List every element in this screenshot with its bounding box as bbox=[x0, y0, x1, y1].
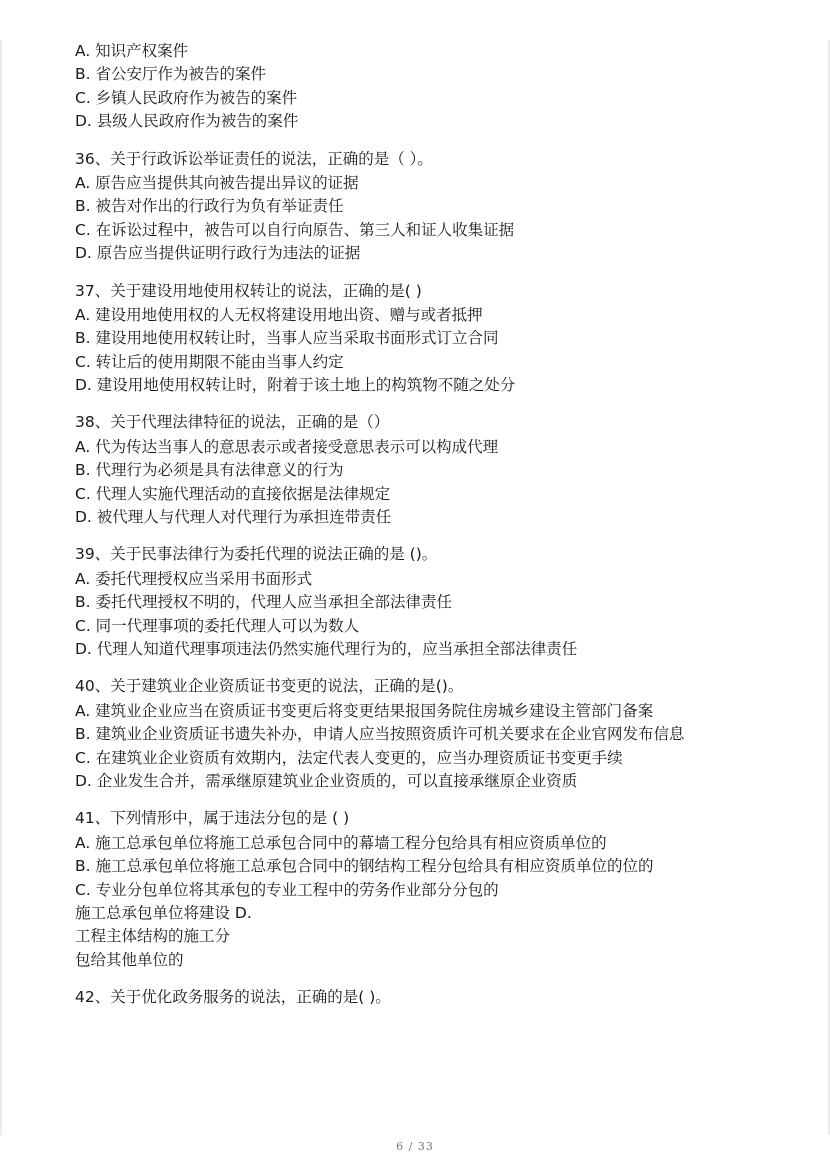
option-line: A. 原告应当提供其向被告提出异议的证据 bbox=[75, 173, 359, 192]
option-line: 工程主体结构的施工分 bbox=[75, 927, 231, 946]
option-line: B. 施工总承包单位将施工总承包合同中的钢结构工程分包给具有相应资质单位的位的 bbox=[75, 857, 654, 876]
question-title: 40、关于建筑业企业资质证书变更的说法，正确的是()。 bbox=[75, 677, 464, 696]
question-title: 41、下列情形中，属于违法分包的是 ( ) bbox=[75, 809, 350, 828]
option-line: B. 被告对作出的行政行为负有举证责任 bbox=[75, 197, 344, 216]
option-line: A. 建设用地使用权的人无权将建设用地出资、赠与或者抵押 bbox=[75, 305, 483, 324]
option-line: A. 委托代理授权应当采用书面形式 bbox=[75, 569, 313, 588]
question-42 bbox=[75, 986, 815, 1009]
option-line: C. 代理人实施代理活动的直接依据是法律规定 bbox=[75, 484, 391, 503]
question-41 bbox=[75, 807, 815, 972]
page-border-left bbox=[0, 40, 2, 1135]
option-line: A. 建筑业企业应当在资质证书变更后将变更结果报国务院住房城乡建设主管部门备案 bbox=[75, 701, 654, 720]
question-title: 38、关于代理法律特征的说法，正确的是（） bbox=[75, 413, 390, 432]
option-line: D. 被代理人与代理人对代理行为承担连带责任 bbox=[75, 508, 392, 527]
option-line: C. 在诉讼过程中，被告可以自行向原告、第三人和证人收集证据 bbox=[75, 220, 515, 239]
option-line: B. 省公安厅作为被告的案件 bbox=[75, 65, 266, 84]
question-title: 39、关于民事法律行为委托代理的说法正确的是 ()。 bbox=[75, 545, 438, 564]
question-38 bbox=[75, 411, 815, 529]
option-line: D. 建设用地使用权转让时，附着于该土地上的构筑物不随之处分 bbox=[75, 376, 516, 395]
option-line: 施工总承包单位将建设 D. bbox=[75, 903, 252, 922]
question-title: 37、关于建设用地使用权转让的说法，正确的是( ) bbox=[75, 281, 422, 300]
question-39 bbox=[75, 543, 815, 661]
option-line: D. 原告应当提供证明行政行为违法的证据 bbox=[75, 244, 361, 263]
option-line: A. 代为传达当事人的意思表示或者接受意思表示可以构成代理 bbox=[75, 437, 499, 456]
question-title: 42、关于优化政务服务的说法，正确的是( )。 bbox=[75, 988, 391, 1007]
option-line: D. 县级人民政府作为被告的案件 bbox=[75, 112, 299, 131]
option-line: C. 乡镇人民政府作为被告的案件 bbox=[75, 88, 298, 107]
option-line: C. 转让后的使用期限不能由当事人约定 bbox=[75, 352, 344, 371]
option-line: A. 知识产权案件 bbox=[75, 42, 189, 60]
option-line: 包给其他单位的 bbox=[75, 950, 184, 969]
option-line: D. 代理人知道代理事项违法仍然实施代理行为的，应当承担全部法律责任 bbox=[75, 639, 578, 658]
option-line: B. 建筑业企业资质证书遗失补办，申请人应当按照资质许可机关要求在企业官网发布信息 bbox=[75, 725, 685, 744]
question-37 bbox=[75, 280, 815, 398]
option-line: B. 建设用地使用权转让时，当事人应当采取书面形式订立合同 bbox=[75, 329, 499, 348]
page-number: 6 / 33 bbox=[396, 1140, 434, 1153]
question-title: 36、关于行政诉讼举证责任的说法，正确的是（ ）。 bbox=[75, 149, 433, 168]
question-36 bbox=[75, 148, 815, 266]
option-line: A. 施工总承包单位将施工总承包合同中的幕墙工程分包给具有相应资质单位的 bbox=[75, 833, 607, 852]
option-line: C. 在建筑业企业资质有效期内，法定代表人变更的，应当办理资质证书变更手续 bbox=[75, 748, 623, 767]
option-line: C. 同一代理事项的委托代理人可以为数人 bbox=[75, 616, 360, 635]
option-line: D. 企业发生合并，需承继原建筑业企业资质的，可以直接承继原企业资质 bbox=[75, 771, 578, 790]
page-content bbox=[75, 40, 815, 1010]
option-line: C. 专业分包单位将其承包的专业工程中的劳务作业部分分包的 bbox=[75, 880, 499, 899]
question-40 bbox=[75, 675, 815, 793]
continued-options bbox=[75, 40, 815, 134]
option-line: B. 委托代理授权不明的，代理人应当承担全部法律责任 bbox=[75, 593, 452, 612]
option-line: B. 代理行为必须是具有法律意义的行为 bbox=[75, 461, 344, 480]
